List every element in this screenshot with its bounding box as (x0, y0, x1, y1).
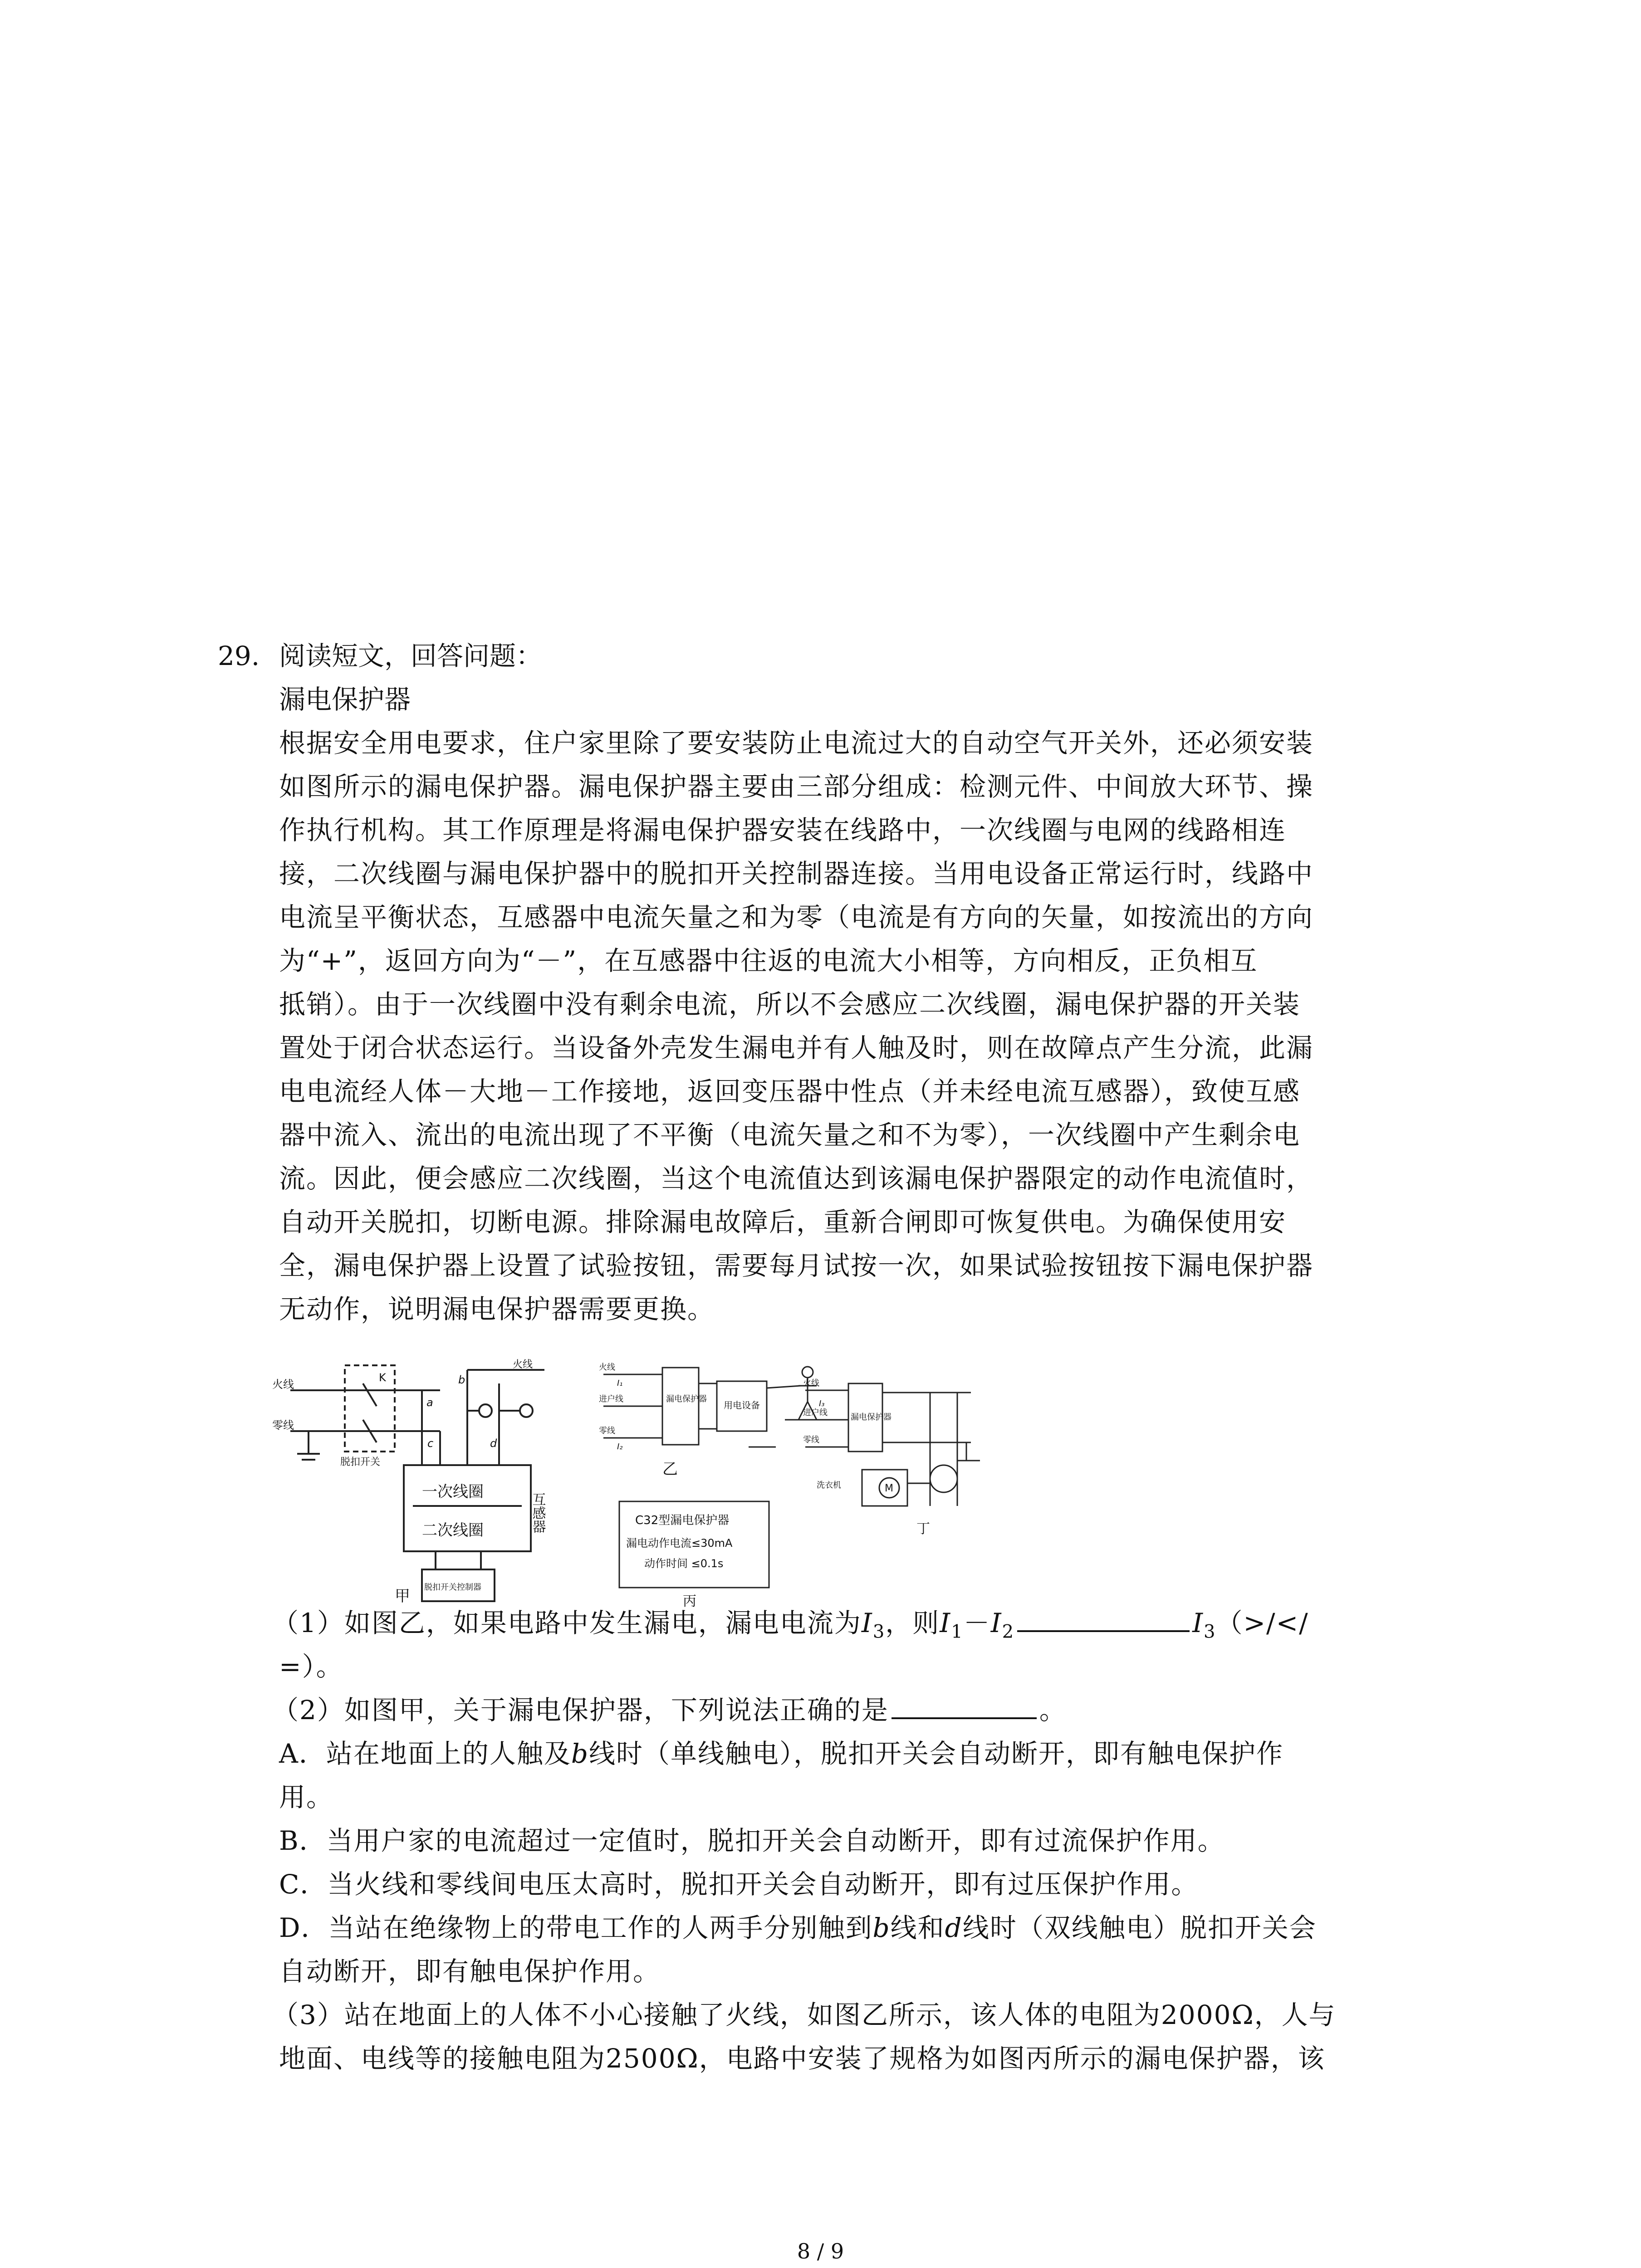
yi-protector: 漏电保护器 (666, 1394, 707, 1404)
figure-jia (290, 1365, 544, 1601)
paragraph-line: 全，漏电保护器上设置了试验按钮，需要每月试按一次，如果试验按钮按下漏电保护器 (279, 1250, 1314, 1281)
yi-caption: 乙 (662, 1460, 678, 1478)
ding-zero-wire: 零线 (803, 1435, 819, 1445)
ding-washer: 洗衣机 (817, 1481, 841, 1490)
yi-house-wire: 进户线 (599, 1394, 623, 1404)
paragraph-line: 置处于闭合状态运行。当设备外壳发生漏电并有人触及时，则在故障点产生分流，此漏 (279, 1032, 1314, 1063)
paragraph-line: 为“+”，返回方向为“－”，在互感器中往返的电流大小相等，方向相反，正负相互 (279, 945, 1258, 976)
paragraph-line: 如图所示的漏电保护器。漏电保护器主要由三部分组成：检测元件、中间放大环节、操 (279, 771, 1314, 802)
jia-caption: 甲 (395, 1587, 410, 1605)
paragraph-line: 自动开关脱扣，切断电源。排除漏电故障后，重新合闸即可恢复供电。为确保使用安 (279, 1207, 1287, 1237)
q3-line2: 地面、电线等的接触电阻为2500Ω，电路中安装了规格为如图丙所示的漏电保护器，该 (279, 2043, 1325, 2074)
jia-point-c: c (427, 1437, 434, 1450)
jia-transformer: 互感器 (529, 1492, 546, 1533)
jia-primary-coil: 一次线圈 (422, 1483, 484, 1501)
jia-switch-label: 脱扣开关 (340, 1457, 381, 1468)
yi-device: 用电设备 (724, 1400, 760, 1411)
option-c: C．当火线和零线间电压太高时，脱扣开关会自动断开，即有过压保护作用。 (279, 1869, 1199, 1900)
q2-answer-blank[interactable] (892, 1690, 1037, 1719)
bing-action-time: 动作时间 ≤0.1s (644, 1557, 724, 1570)
option-a-line2: 用。 (279, 1782, 334, 1813)
yi-i1: I₁ (617, 1378, 623, 1388)
paragraph-line: 无动作，说明漏电保护器需要更换。 (279, 1294, 715, 1325)
figure-yi (603, 1367, 830, 1447)
yi-i2: I₂ (617, 1442, 623, 1452)
bing-caption: 丙 (683, 1593, 696, 1609)
jia-controller: 脱扣开关控制器 (424, 1583, 481, 1592)
q2-line: （2）如图甲，关于漏电保护器，下列说法正确的是 。 (272, 1688, 1067, 1732)
jia-zero-wire: 零线 (272, 1419, 294, 1432)
jia-k-label: K (379, 1371, 386, 1384)
q3-line1: （3）站在地面上的人体不小心接触了火线，如图乙所示，该人体的电阻为2000Ω，人与 (272, 1999, 1336, 2030)
ding-protector: 漏电保护器 (851, 1413, 892, 1422)
ding-caption: 丁 (916, 1521, 930, 1537)
jia-point-d: d (490, 1437, 497, 1450)
question-prompt: 阅读短文，回答问题： (279, 640, 543, 671)
ding-motor: M (885, 1483, 893, 1494)
jia-fire-wire-right: 火线 (513, 1359, 533, 1370)
paragraph-line: 电流呈平衡状态，互感器中电流矢量之和为零（电流是有方向的矢量，如按流出的方向 (279, 902, 1314, 933)
option-d-line2: 自动断开，即有触电保护作用。 (279, 1956, 661, 1987)
option-a-line1: A．站在地面上的人触及b线时（单线触电），脱扣开关会自动断开，即有触电保护作 (279, 1738, 1284, 1769)
paragraph-line: 抵销）。由于一次线圈中没有剩余电流，所以不会感应二次线圈，漏电保护器的开关装 (279, 989, 1301, 1020)
q1-line2: =）。 (279, 1651, 343, 1682)
jia-point-a: a (426, 1396, 433, 1409)
option-b: B．当用户家的电流超过一定值时，脱扣开关会自动断开，即有过流保护作用。 (279, 1825, 1225, 1856)
ding-fire-wire: 火线 (803, 1378, 819, 1388)
question-number: 29. (218, 640, 260, 671)
jia-fire-wire: 火线 (272, 1378, 294, 1391)
article-title: 漏电保护器 (279, 684, 411, 715)
yi-i3: I₃ (819, 1399, 825, 1408)
paragraph-line: 根据安全用电要求，住户家里除了要安装防止电流过大的自动空气开关外，还必须安装 (279, 728, 1314, 758)
yi-zero-wire: 零线 (599, 1426, 615, 1436)
ding-house-wire: 进户线 (803, 1408, 828, 1418)
circuit-figures (272, 1356, 998, 1610)
paragraph-line: 作执行机构。其工作原理是将漏电保护器安装在线路中，一次线圈与电网的线路相连 (279, 815, 1287, 846)
paragraph-line: 流。因此，便会感应二次线圈，当这个电流值达到该漏电保护器限定的动作电流值时， (279, 1163, 1314, 1194)
jia-secondary-coil: 二次线圈 (422, 1521, 484, 1540)
paragraph-line: 器中流入、流出的电流出现了不平衡（电流矢量之和不为零），一次线圈中产生剩余电 (279, 1119, 1301, 1150)
paragraph-line: 接，二次线圈与漏电保护器中的脱扣开关控制器连接。当用电设备正常运行时，线路中 (279, 858, 1314, 889)
bing-model: C32型漏电保护器 (635, 1514, 730, 1527)
q1-line1: （1）如图乙，如果电路中发生漏电，漏电电流为$I_3$，则$I_1-I_2$ $I_3(>/</$ (272, 1601, 1309, 1654)
paragraph-line: 电电流经人体－大地－工作接地，返回变压器中性点（并未经电流互感器），致使互感 (279, 1076, 1301, 1107)
option-d-line1: D．当站在绝缘物上的带电工作的人两手分别触到b线和d线时（双线触电）脱扣开关会 (279, 1912, 1317, 1943)
q1-answer-blank[interactable] (1017, 1603, 1190, 1632)
bing-action-current: 漏电动作电流≤30mA (626, 1537, 733, 1549)
jia-point-b: b (458, 1374, 465, 1386)
yi-fire-wire: 火线 (599, 1363, 615, 1372)
page-number: 8 / 9 (797, 2239, 844, 2263)
